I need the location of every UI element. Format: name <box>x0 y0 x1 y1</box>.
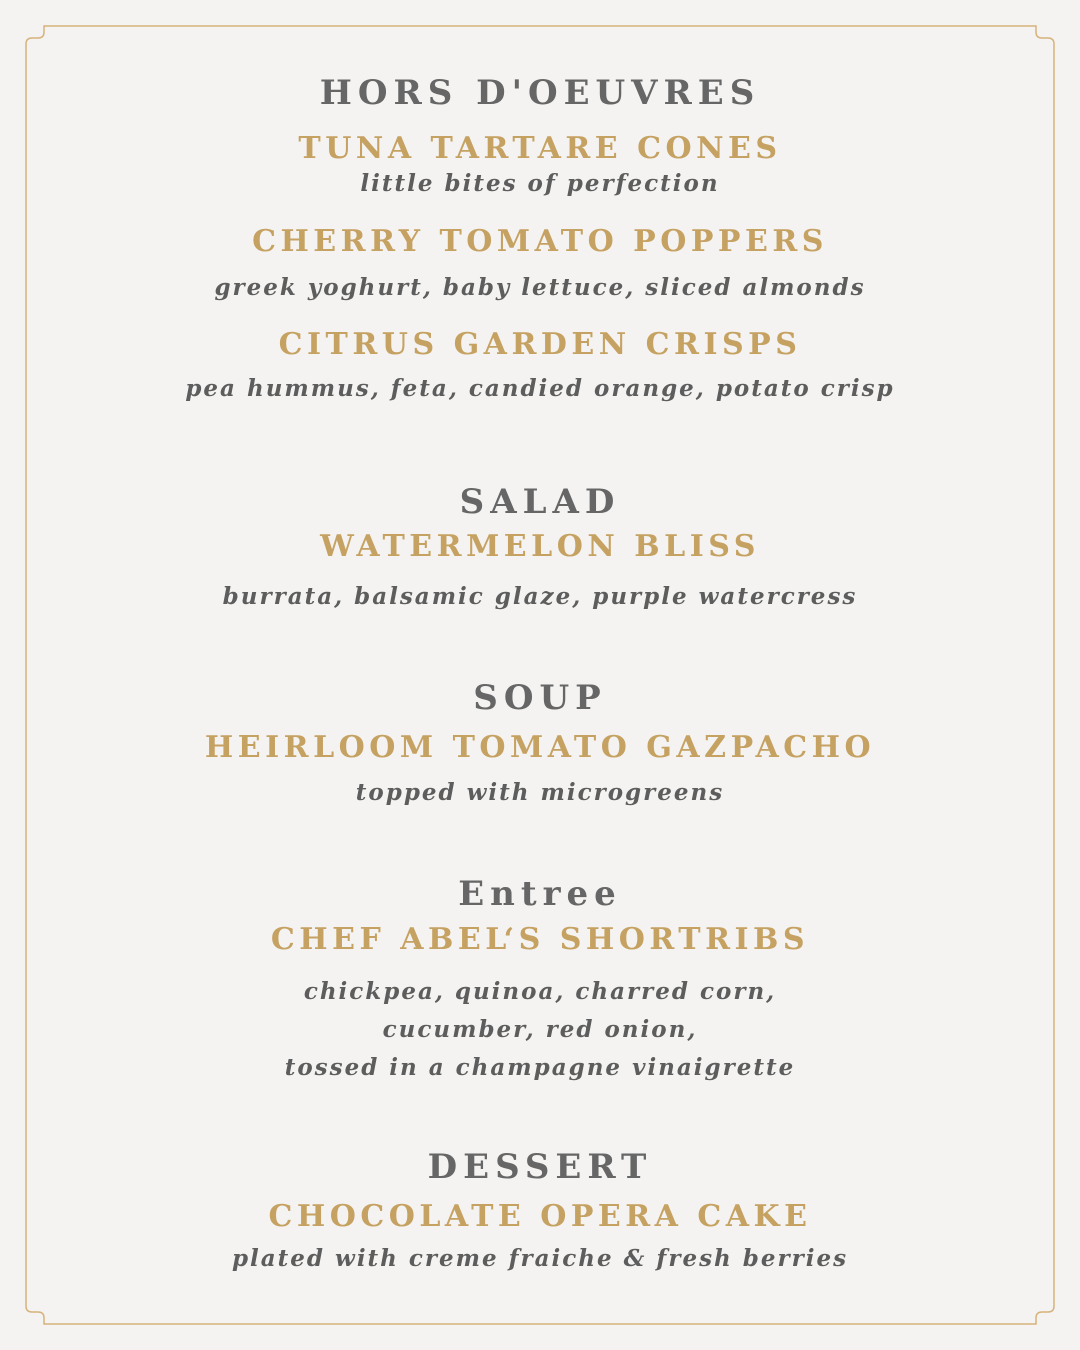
dish-description: little bites of perfection <box>360 170 720 197</box>
dish-description: plated with creme fraiche & fresh berries <box>231 1245 849 1272</box>
section-title: Entree <box>458 874 622 914</box>
dish-name: TUNA TARTARE CONES <box>298 131 782 166</box>
dish-description: burrata, balsamic glaze, purple watercress <box>222 583 858 610</box>
section-title: SALAD <box>459 482 621 522</box>
dish-description: greek yoghurt, baby lettuce, sliced almonds <box>214 274 866 301</box>
dish-description-line: tossed in a champagne vinaigrette <box>284 1054 796 1081</box>
dish-description: topped with microgreens <box>355 779 725 806</box>
dish-name: HEIRLOOM TOMATO GAZPACHO <box>204 730 876 765</box>
dish-name: CHOCOLATE OPERA CAKE <box>268 1199 812 1234</box>
section-title: HORS D'OEUVRES <box>319 73 761 113</box>
dish-name: CITRUS GARDEN CRISPS <box>278 327 802 362</box>
dish-description-line: chickpea, quinoa, charred corn, <box>303 978 777 1005</box>
dish-name: CHERRY TOMATO POPPERS <box>252 224 828 259</box>
dish-name: WATERMELON BLISS <box>320 529 760 564</box>
section-title: DESSERT <box>427 1147 653 1187</box>
dish-description-line: cucumber, red onion, <box>382 1016 698 1043</box>
section-title: SOUP <box>473 678 607 718</box>
dish-description: pea hummus, feta, candied orange, potato crisp <box>185 375 895 402</box>
dish-name: CHEF ABEL‘S SHORTRIBS <box>270 922 810 957</box>
